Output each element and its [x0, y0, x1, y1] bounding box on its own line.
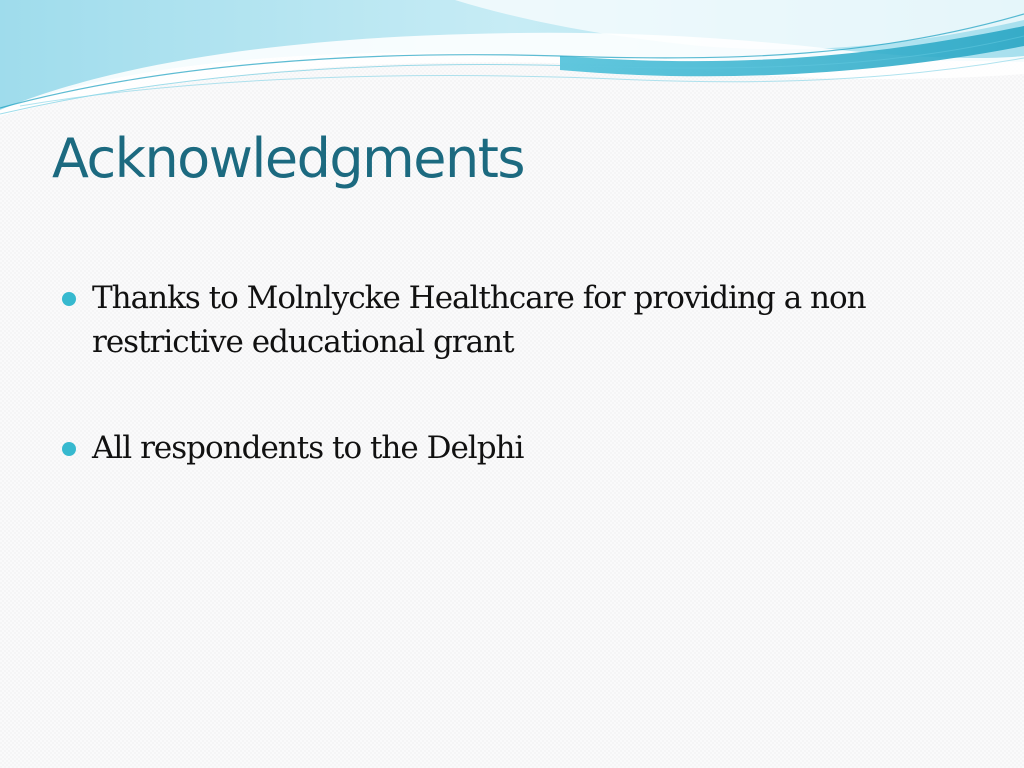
bullet-item [62, 426, 962, 470]
bullet-item [62, 276, 962, 364]
slide-title: Acknowledgments [52, 127, 525, 190]
header-wave-decoration [0, 0, 1024, 130]
bullet-text: All respondents to the Delphi [92, 430, 524, 466]
bullet-text: Thanks to Molnlycke Healthcare for providing a non restrictive educational grant [92, 280, 866, 360]
bullet-dot-icon [62, 442, 76, 456]
bullet-dot-icon [62, 292, 76, 306]
bullet-list [62, 276, 962, 470]
